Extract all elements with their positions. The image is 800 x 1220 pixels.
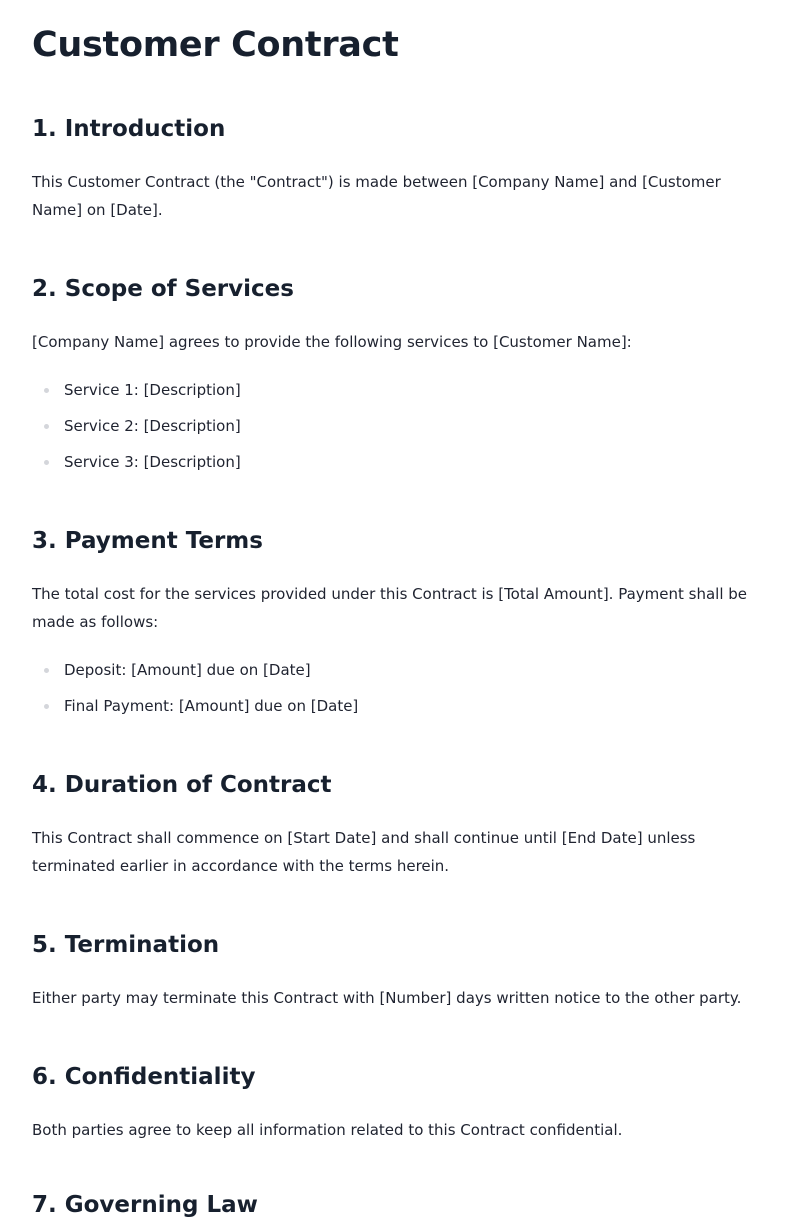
section-heading-governing-law: 7. Governing Law <box>32 1192 258 1218</box>
list-item <box>32 692 358 728</box>
list-item-text: Final Payment: [Amount] due on [Date] <box>64 697 359 715</box>
section-text-confidentiality: Both parties agree to keep all information related to this Contract confidential. <box>32 1121 623 1139</box>
bullet-icon <box>44 704 49 709</box>
section-text-payment-terms: The total cost for the services provided under this Contract is [Total Amount]. Payment shall be made as follows: <box>32 585 748 631</box>
section-heading-confidentiality: 6. Confidentiality <box>32 1064 256 1090</box>
bullet-icon <box>44 460 49 465</box>
section-heading-scope-of-services: 2. Scope of Services <box>32 276 294 302</box>
section-text-scope-of-services: [Company Name] agrees to provide the following services to [Customer Name]: <box>32 333 632 351</box>
list-item <box>32 376 241 412</box>
section-text-introduction: This Customer Contract (the "Contract") is made between [Company Name] and [Customer Name] on [Date]. <box>32 173 721 219</box>
section-heading-termination: 5. Termination <box>32 932 220 958</box>
list-item <box>32 656 358 692</box>
list-item <box>32 448 241 484</box>
bullet-icon <box>44 424 49 429</box>
section-text-termination: Either party may terminate this Contract with [Number] days written notice to the other party. <box>32 989 742 1007</box>
services-list <box>32 376 241 484</box>
bullet-icon <box>44 388 49 393</box>
list-item-text: Service 1: [Description] <box>64 381 241 399</box>
section-heading-introduction: 1. Introduction <box>32 116 226 142</box>
list-item <box>32 412 241 448</box>
section-text-duration: This Contract shall commence on [Start Date] and shall continue until [End Date] unless terminated earlier in accordance with the terms herein. <box>32 829 696 875</box>
section-heading-payment-terms: 3. Payment Terms <box>32 528 263 554</box>
list-item-text: Service 3: [Description] <box>64 453 241 471</box>
payment-list <box>32 656 358 728</box>
list-item-text: Deposit: [Amount] due on [Date] <box>64 661 311 679</box>
section-heading-duration: 4. Duration of Contract <box>32 772 332 798</box>
page-title: Customer Contract <box>32 25 399 65</box>
list-item-text: Service 2: [Description] <box>64 417 241 435</box>
bullet-icon <box>44 668 49 673</box>
